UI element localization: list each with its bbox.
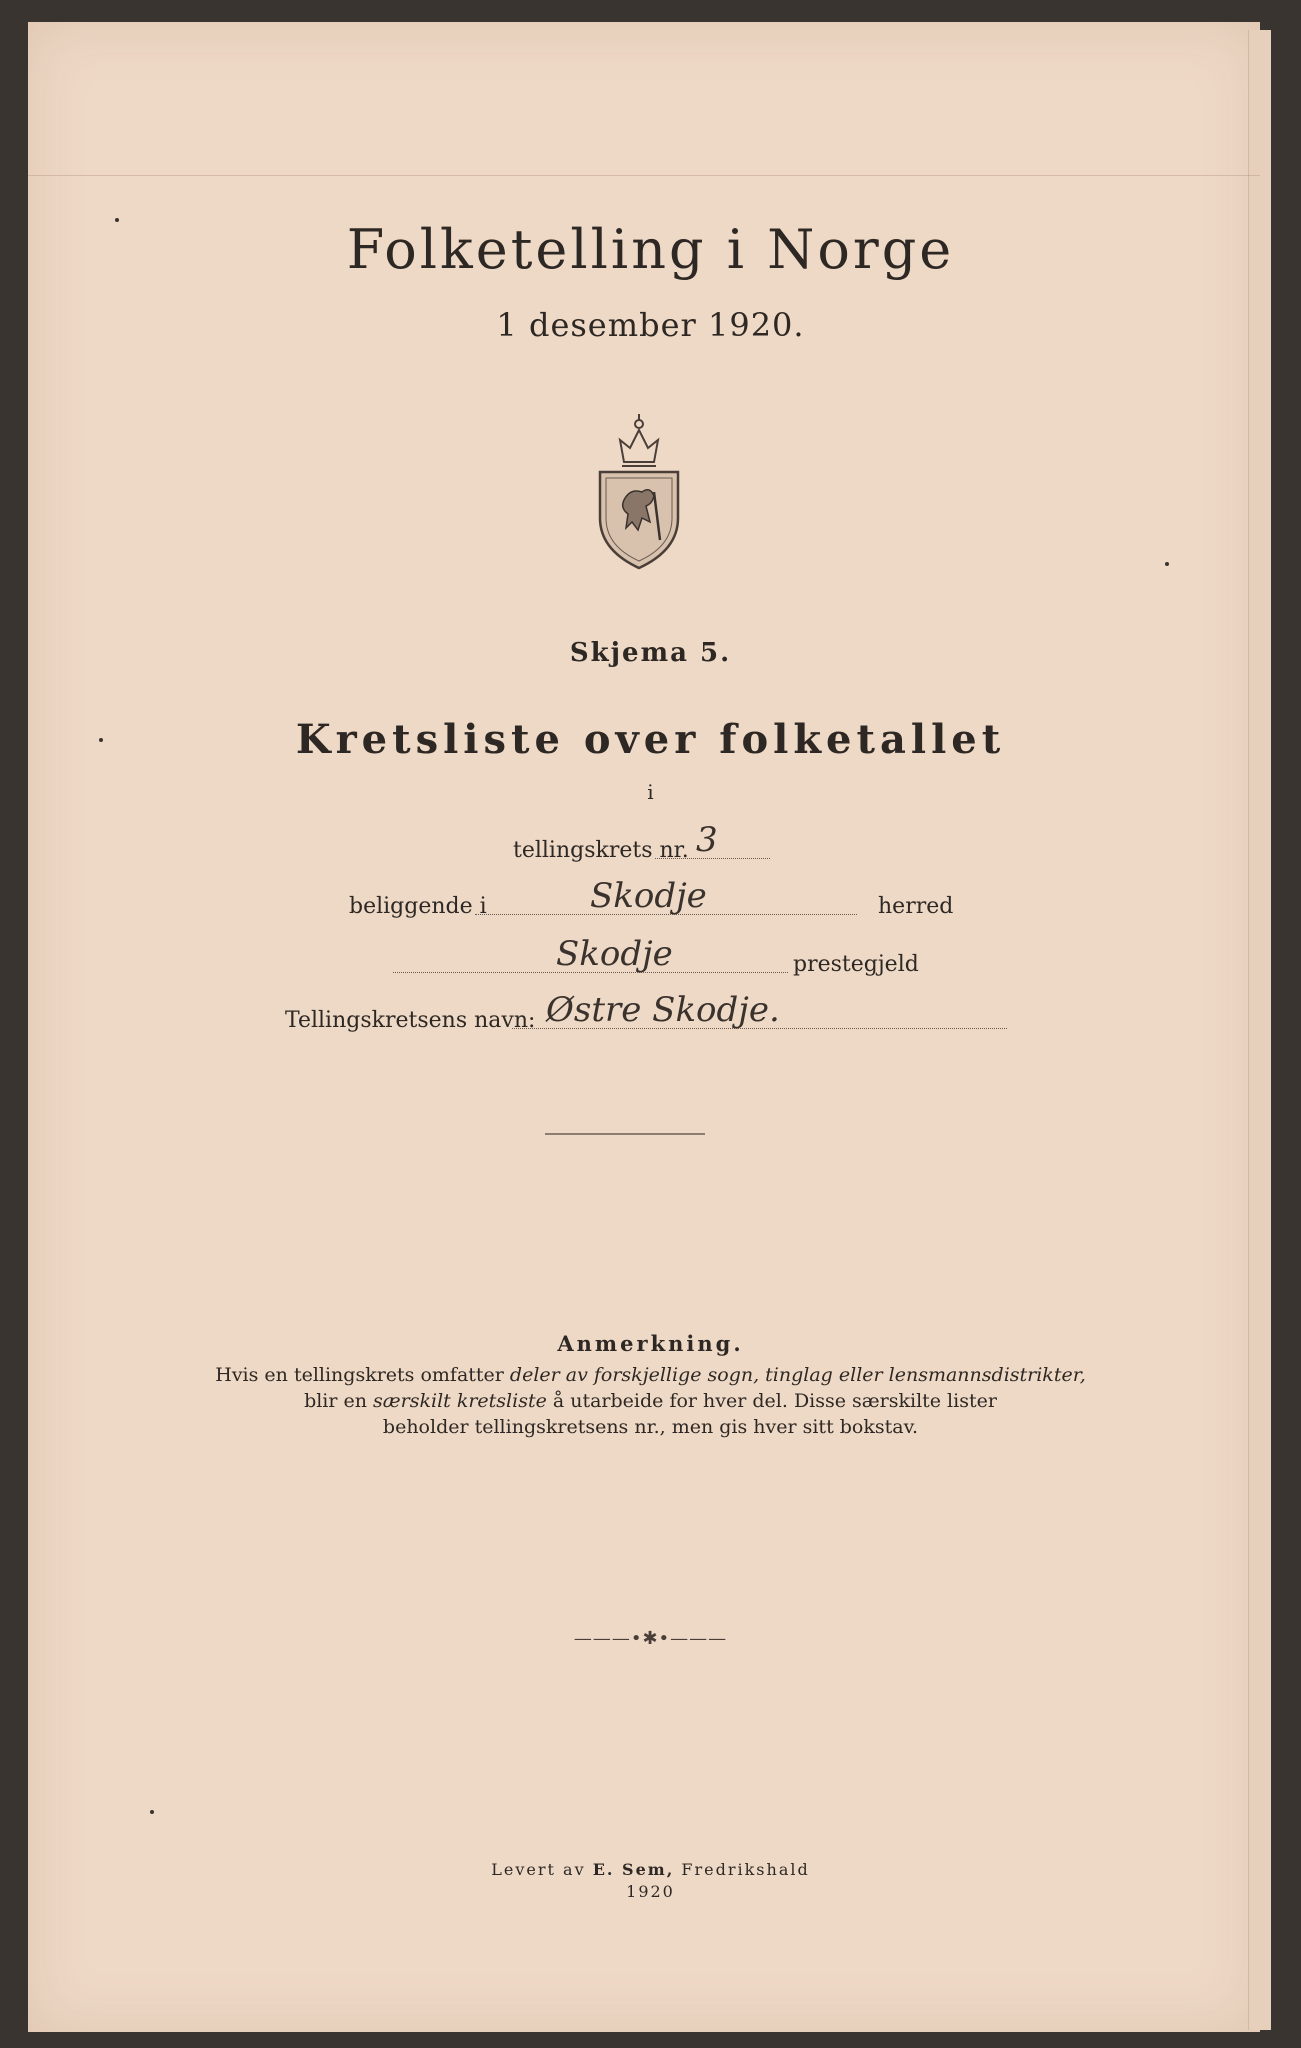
paper-fold	[28, 175, 1260, 176]
note-line-2-text-a: blir en	[304, 1390, 374, 1412]
krets-label: tellingskrets nr.	[513, 838, 689, 863]
printer-name: E. Sem,	[592, 1860, 675, 1879]
printer-footer	[0, 1859, 1301, 1903]
note-body	[0, 1362, 1301, 1440]
note-line-1-text: Hvis en tellingskrets omfatter	[215, 1364, 510, 1386]
form-heading: Kretsliste over folketallet	[295, 716, 1006, 763]
navn-value: Østre Skodje.	[546, 990, 780, 1030]
note-title: Anmerkning.	[557, 1331, 744, 1356]
connector-word: i	[647, 780, 654, 804]
note-line-2-italic: særskilt kretsliste	[373, 1390, 547, 1412]
printer-place: Fredrikshald	[674, 1860, 810, 1879]
note-line-3: beholder tellingskretsens nr., men gis hver sitt bokstav.	[382, 1416, 919, 1438]
printer-prefix: Levert av	[491, 1860, 593, 1879]
divider-rule	[545, 1133, 705, 1135]
krets-value: 3	[696, 820, 718, 860]
note-line-1	[0, 1362, 1301, 1388]
schema-label: Skjema 5.	[569, 638, 732, 668]
note-line-2-text-b: å utarbeide for hver del. Disse særskilte lister	[546, 1390, 997, 1412]
note-line-1-italic: deler av forskjellige sogn, tinglag eller lensmannsdistrikter,	[509, 1364, 1086, 1386]
document-title: Folketelling i Norge	[346, 218, 955, 281]
prestegjeld-value: Skodje	[556, 934, 673, 974]
beliggende-label: beliggende i	[349, 894, 487, 919]
herred-label: herred	[878, 894, 954, 919]
navn-label: Tellingskretsens navn:	[285, 1008, 536, 1033]
note-line-2	[0, 1388, 1301, 1414]
norway-coat-of-arms-icon	[594, 400, 684, 572]
printer-year: 1920	[626, 1882, 675, 1901]
printer-line	[0, 1859, 1301, 1881]
ornament-divider: ———•✱•———	[573, 1628, 728, 1649]
herred-value: Skodje	[590, 876, 707, 916]
prestegjeld-label: prestegjeld	[793, 952, 919, 977]
document-date: 1 desember 1920.	[496, 306, 805, 344]
